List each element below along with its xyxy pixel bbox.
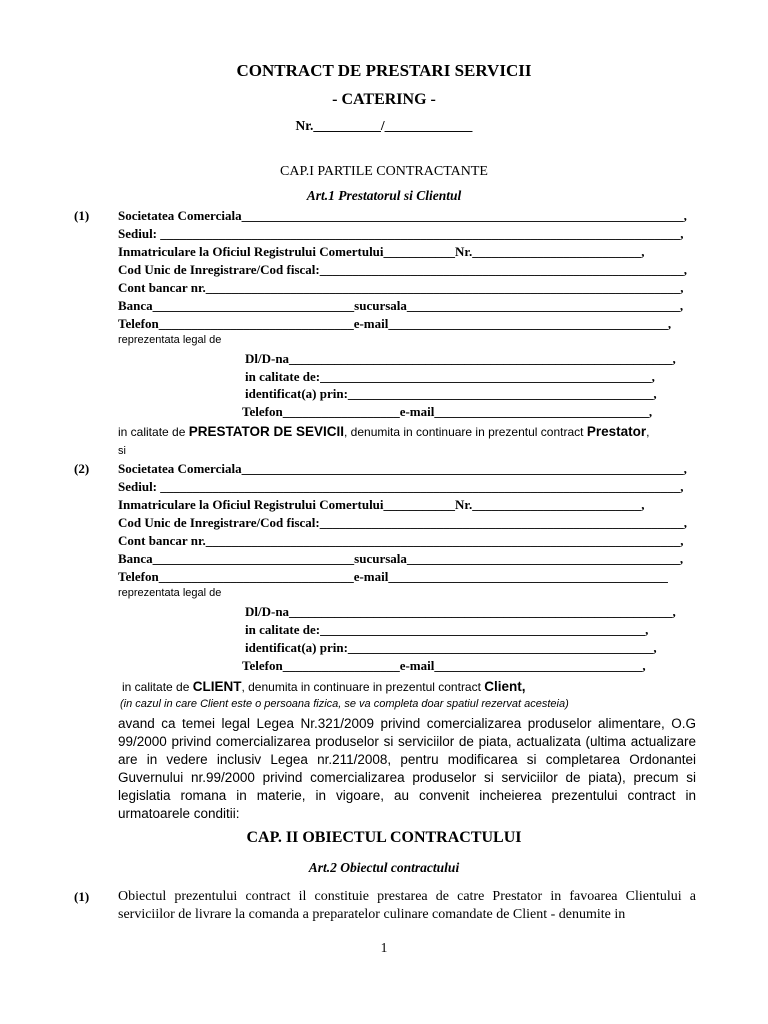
party-2-calitate: in calitate de:__________________________________________________,	[245, 622, 649, 637]
party-1-telefon: Telefon______________________________e-mail___________________________________________,	[118, 316, 672, 331]
party-1-cont: Cont bancar nr._________________________________________________________________________,	[118, 280, 684, 295]
party-1-role-pre: in calitate de	[118, 425, 189, 439]
party-2-representative: Dl/D-na___________________________________________________________,	[245, 604, 676, 619]
party-1-inmatriculare: Inmatriculare la Oficiul Registrului Comertului___________Nr.__________________________,	[118, 244, 645, 259]
party-1-role-name: PRESTATOR DE SEVICII	[188, 424, 344, 439]
party-1-role	[118, 424, 649, 439]
party-1-representative: Dl/D-na___________________________________________________________,	[245, 351, 676, 366]
party-1-identificat: identificat(a) prin:_______________________________________________,	[245, 386, 657, 401]
page-number: 1	[380, 940, 388, 955]
party-2-role-short: Client,	[484, 679, 526, 694]
party-2-banca: Banca_______________________________sucursala__________________________________________,	[118, 551, 684, 566]
party-2-note: (in cazul in care Client este o persoana fizica, se va completa doar spatiul rezervat acesteia)	[120, 698, 569, 710]
party-2-cui: Cod Unic de Inregistrare/Cod fiscal:________________________________________________________,	[118, 515, 687, 530]
conjunction-si: si	[118, 445, 126, 457]
document-title: CONTRACT DE PRESTARI SERVICII	[236, 61, 532, 80]
party-1-sediul: Sediul: ________________________________________________________________________________,	[118, 226, 684, 241]
party-1-calitate: in calitate de:___________________________________________________,	[245, 369, 655, 384]
party-2-inmatriculare: Inmatriculare la Oficiul Registrului Comertului___________Nr.__________________________,	[118, 497, 645, 512]
party-2-role-pre: in calitate de	[122, 680, 193, 694]
party-2-telefon: Telefon______________________________e-mail___________________________________________	[118, 569, 668, 584]
party-2-identificat: identificat(a) prin:_______________________________________________,	[245, 640, 657, 655]
party-1-societatea: Societatea Comerciala____________________________________________________________________,	[118, 208, 687, 223]
party-1-reprezentata: reprezentata legal de	[118, 334, 222, 346]
article-2-paragraph: Obiectul prezentului contract il constituie prestarea de catre Prestator in favoarea Clientului a serviciilor de livrare la comanda a preparatelor culinare comandate de Client - denumite in	[118, 889, 696, 922]
party-2-number: (2)	[74, 461, 90, 476]
article-1-title: Art.1 Prestatorul si Clientul	[306, 188, 462, 203]
contract-number: Nr.__________/_____________	[295, 118, 473, 133]
chapter-2-title: CAP. II OBIECTUL CONTRACTULUI	[246, 829, 522, 846]
chapter-1-title: CAP.I PARTILE CONTRACTANTE	[280, 164, 488, 179]
party-2-reprezentata: reprezentata legal de	[118, 587, 222, 599]
party-1-role-post: , denumita in continuare in prezentul contract	[344, 425, 587, 439]
party-1-banca: Banca_______________________________sucursala__________________________________________,	[118, 298, 684, 313]
party-2-role-post: , denumita in continuare in prezentul contract	[241, 680, 485, 694]
party-2-sediul: Sediul: ________________________________________________________________________________,	[118, 479, 684, 494]
party-2-cont: Cont bancar nr._________________________________________________________________________,	[118, 533, 684, 548]
legal-basis-paragraph: avand ca temei legal Legea Nr.321/2009 privind comercializarea produselor alimentare, O.G 99/2000 privind comercializarea produselor si serviciilor de piata, actualizata (ultima actualizare are in vedere inclusiv Legea nr.211/2008, pentru modificarea si completarea Ordonantei Guvernului nr.99/2000 privind comercializarea produselor si serviciilor de piata), precum si legislatia romana in materie, in vigoare, au convenit incheierea prezentului contract in urmatoarele conditii:	[118, 716, 696, 821]
party-2-societatea: Societatea Comerciala____________________________________________________________________,	[118, 461, 687, 476]
document-subtitle: - CATERING -	[332, 91, 436, 108]
party-2-role	[122, 679, 526, 694]
party-1-role-end: ,	[646, 425, 650, 439]
party-2-telefon-email: Telefon__________________e-mail________________________________,	[242, 658, 646, 673]
party-1-telefon-email: Telefon__________________e-mail_________________________________,	[242, 404, 653, 419]
party-1-number: (1)	[74, 208, 90, 223]
article-2-number: (1)	[74, 889, 90, 904]
party-2-role-name: CLIENT	[192, 679, 242, 694]
party-1-role-short: Prestator	[586, 424, 647, 439]
article-2-title: Art.2 Obiectul contractului	[308, 860, 460, 875]
party-1-cui: Cod Unic de Inregistrare/Cod fiscal:________________________________________________________,	[118, 262, 687, 277]
